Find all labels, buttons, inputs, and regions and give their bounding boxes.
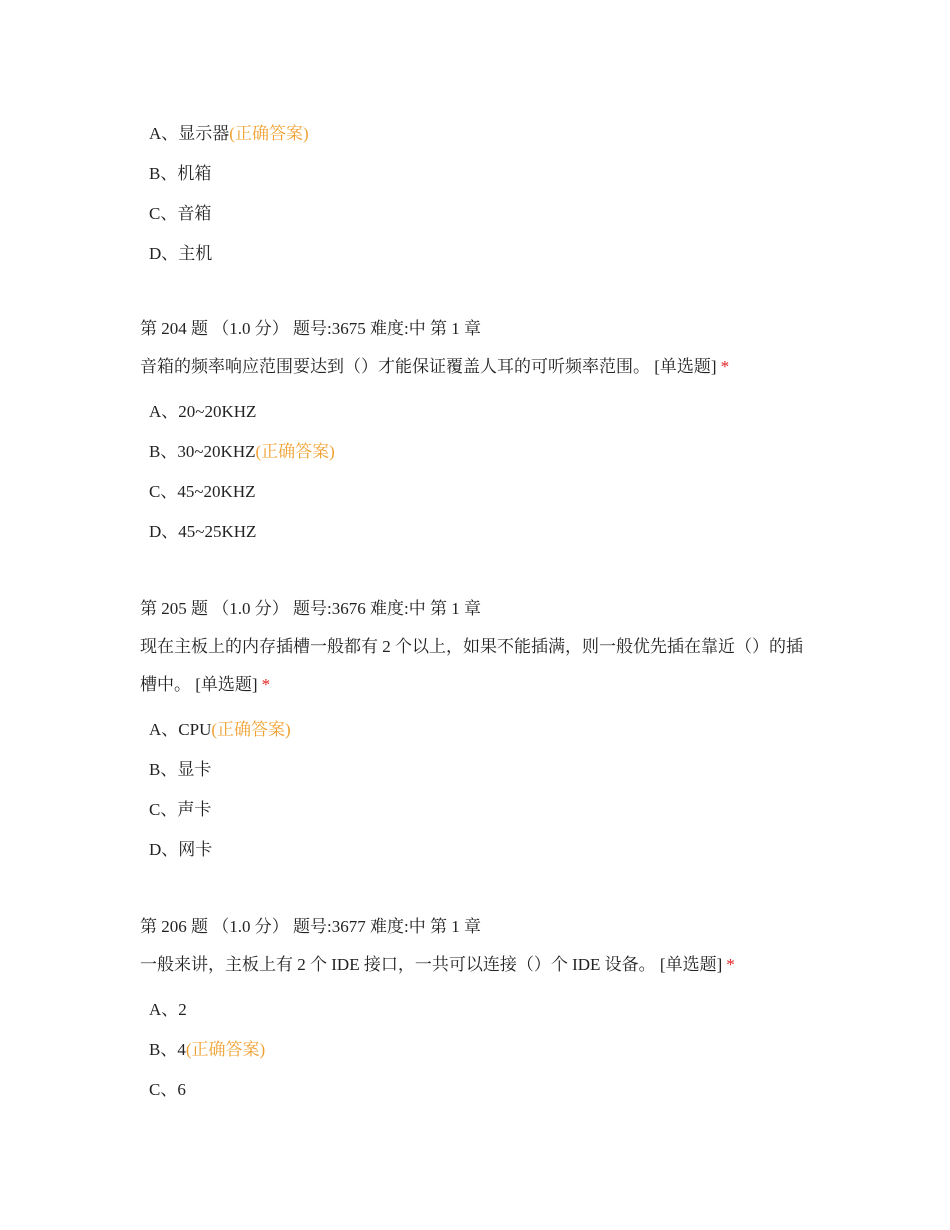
correct-answer-marker: (正确答案) [229,124,309,143]
options-list [140,990,810,1110]
question-header: 第 205 题 （1.0 分） 题号:3676 难度:中 第 1 章 [140,599,481,618]
options-list [140,114,810,274]
options-list [140,392,810,552]
question-stem: 音箱的频率响应范围要达到（）才能保证覆盖人耳的可听频率范围。 [140,357,650,376]
correct-answer-marker: (正确答案) [211,720,291,739]
question-text [140,348,810,386]
option-text: 主机 [178,244,213,263]
option-letter: A、 [149,402,179,421]
option-a [140,392,810,432]
question-text [140,946,810,984]
option-d [140,234,810,274]
required-marker: * [726,955,735,974]
question-header: 第 206 题 （1.0 分） 题号:3677 难度:中 第 1 章 [140,917,481,936]
option-letter: B、 [149,760,178,779]
option-c [140,194,810,234]
question-block [140,908,810,1110]
option-text: 4 [177,1040,186,1059]
option-text: 声卡 [177,800,212,819]
option-letter: A、 [149,124,179,143]
option-a [140,114,810,154]
options-list [140,710,810,870]
option-letter: D、 [149,522,179,541]
option-b [140,1030,810,1070]
question-block [140,310,810,552]
option-text: 30~20KHZ [177,442,256,461]
correct-answer-marker: (正确答案) [185,1040,266,1059]
question-stem: 一般来讲，主板上有 2 个 IDE 接口，一共可以连接（）个 IDE 设备。 [140,955,656,974]
option-b [140,750,810,790]
question-type-tag: [单选题] [654,357,717,376]
option-text: 20~20KHZ [178,402,257,421]
option-b [140,154,810,194]
option-letter: C、 [149,204,178,223]
option-text: 音箱 [177,204,212,223]
option-text: CPU [178,720,212,739]
option-d [140,512,810,552]
option-letter: B、 [149,442,178,461]
option-letter: C、 [149,482,178,501]
option-letter: C、 [149,1080,178,1099]
option-a [140,990,810,1030]
required-marker: * [261,675,271,694]
option-text: 2 [178,1000,187,1019]
option-text: 45~20KHZ [177,482,256,501]
question-stem: 现在主板上的内存插槽一般都有 2 个以上，如果不能插满，则一般优先插在靠近（）的插槽中。 [140,637,803,694]
question-type-tag: [单选题] [195,675,258,694]
option-letter: D、 [149,840,179,859]
option-letter: B、 [149,1040,178,1059]
option-d [140,830,810,870]
question-block [140,114,810,274]
option-text: 显卡 [177,760,212,779]
required-marker: * [720,357,730,376]
correct-answer-marker: (正确答案) [255,442,335,461]
question-text [140,628,810,704]
question-block [140,590,810,870]
option-letter: D、 [149,244,179,263]
option-text: 机箱 [177,164,212,183]
option-letter: A、 [149,720,179,739]
option-c [140,790,810,830]
option-text: 显示器 [178,124,230,143]
option-letter: B、 [149,164,178,183]
option-b [140,432,810,472]
option-c [140,472,810,512]
question-type-tag: [单选题] [659,955,723,974]
question-header: 第 204 题 （1.0 分） 题号:3675 难度:中 第 1 章 [140,319,481,338]
option-c [140,1070,810,1110]
option-letter: C、 [149,800,178,819]
option-letter: A、 [149,1000,179,1019]
option-text: 45~25KHZ [178,522,257,541]
option-text: 网卡 [178,840,213,859]
option-text: 6 [177,1080,186,1099]
option-a [140,710,810,750]
